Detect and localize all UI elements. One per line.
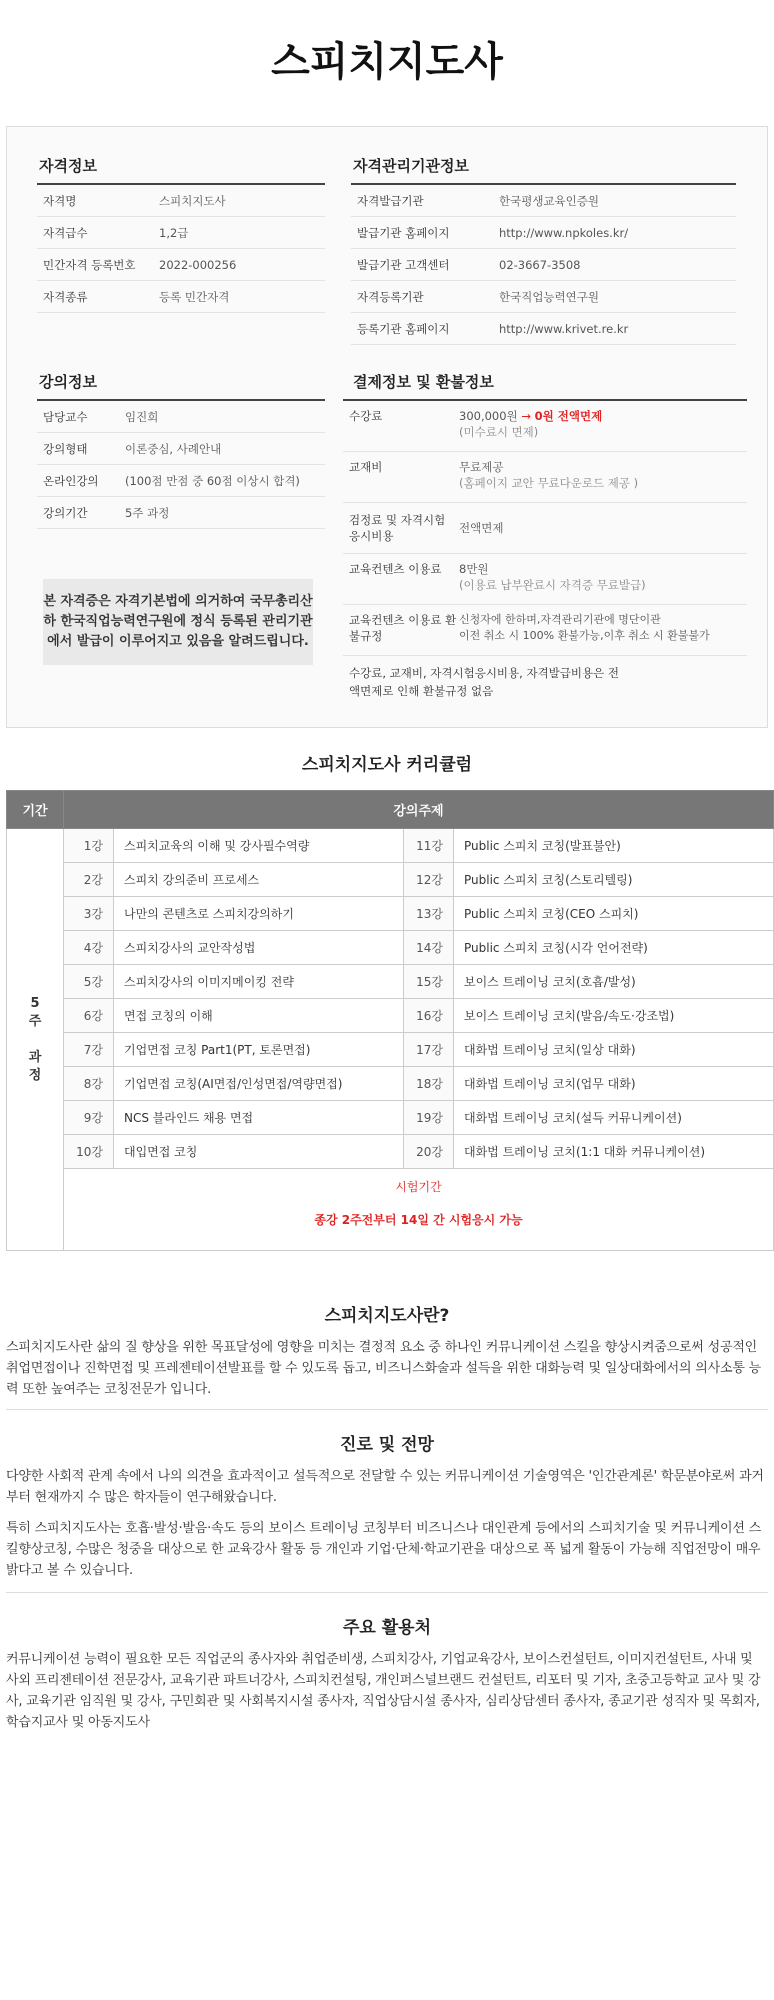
org-key: 발급기관 홈페이지 — [351, 217, 493, 249]
content-value — [459, 561, 747, 597]
period-cell — [7, 829, 64, 1251]
table-row — [7, 829, 774, 863]
lesson-number: 14강 — [404, 931, 454, 965]
org-value: 한국평생교육인증원 — [493, 185, 736, 217]
lesson-title: Public 스피치 코칭(발표불안) — [454, 829, 774, 863]
lesson-title: 보이스 트레이닝 코치(호흡/발성) — [454, 965, 774, 999]
lesson-number: 18강 — [404, 1067, 454, 1101]
lecture-key: 강의형태 — [37, 433, 119, 465]
lesson-title: NCS 블라인드 채용 면접 — [114, 1101, 404, 1135]
refund-row — [343, 605, 747, 656]
lesson-title: Public 스피치 코칭(스토리텔링) — [454, 863, 774, 897]
section-divider — [6, 1409, 768, 1410]
section-divider — [6, 1592, 768, 1593]
career-paragraph-1: 다양한 사회적 관계 속에서 나의 의견을 효과적이고 설득적으로 전달할 수 있는 커뮤니케이션 기술영역은 '인간관계론' 학문분야로써 과거부터 현재까지 수 많은 학자들이 연구해왔습니다. — [6, 1469, 764, 1505]
exam-period-row — [7, 1169, 774, 1251]
exam-period-note: 종강 2주전부터 14일 간 시험응시 가능 — [314, 1213, 523, 1227]
table-row — [351, 185, 736, 217]
lesson-number: 12강 — [404, 863, 454, 897]
lesson-title: 나만의 콘텐츠로 스피치강의하기 — [114, 897, 404, 931]
lesson-title: Public 스피치 코칭(CEO 스피치) — [454, 897, 774, 931]
lesson-number: 7강 — [64, 1033, 114, 1067]
period-course-1: 과 — [28, 1049, 42, 1065]
table-row — [351, 313, 736, 345]
exam-period-cell — [64, 1169, 774, 1251]
fee-row — [343, 401, 747, 452]
org-key: 발급기관 고객센터 — [351, 249, 493, 281]
lecture-value: 5주 과정 — [119, 497, 325, 529]
period-weeks: 5 — [30, 995, 40, 1011]
career-paragraph-2: 특히 스피치지도사는 호흡·발성·발음·속도 등의 보이스 트레이닝 코칭부터 비즈니스나 대인관계 등에서의 스피치기술 및 커뮤니케이션 스킬향상코칭, 수많은 청중을 대상으로 한 교육강사 활동 등 개인과 기업·단체·학교기관을 대상으로 폭 넓게 활동이 가능해 직업전망이 매우 밝다고 볼 수 있습니다. — [6, 1521, 761, 1578]
lesson-number: 10강 — [64, 1135, 114, 1169]
usage-body: 커뮤니케이션 능력이 필요한 모든 직업군의 종사자와 취업준비생, 스피치강사, 기업교육강사, 보이스컨설턴트, 이미지컨설턴트, 사내 및 사외 프리젠테이션 전문강사, 교육기관 파트너강사, 스피치컨설팅, 개인퍼스널브랜드 컨설턴트, 리포터 및 기자, 초중고등학교 교사 및 강사, 교육기관 임직원 및 강사, 구민회관 및 사회복지시설 종사자, 직업상담시설 종사자, 심리상담센터 종사자, 종교기관 성직자 및 목회자, 학습지교사 및 아동지도사 — [6, 1652, 761, 1730]
table-row — [37, 433, 325, 465]
exam-period-label: 시험기간 — [395, 1180, 442, 1194]
lesson-number: 2강 — [64, 863, 114, 897]
table-row — [7, 1033, 774, 1067]
pay-heading: 결제정보 및 환불정보 — [353, 373, 494, 391]
table-row — [37, 281, 325, 313]
lesson-number: 20강 — [404, 1135, 454, 1169]
table-row — [7, 863, 774, 897]
table-row — [37, 217, 325, 249]
refund-line-2: 이전 취소 시 100% 환불가능,이후 취소 시 환불불가 — [459, 629, 710, 642]
content-key: 교육컨텐츠 이용료 — [349, 562, 442, 576]
table-row — [37, 249, 325, 281]
fee-key: 수강료 — [349, 409, 383, 423]
org-homepage-link[interactable]: http://www.npkoles.kr/ — [493, 217, 736, 249]
period-unit: 주 — [28, 1013, 42, 1029]
fee-amount: 300,000원 — [459, 409, 518, 423]
lecture-value: (100점 만점 중 60점 이상시 합격) — [119, 465, 325, 497]
lesson-number: 16강 — [404, 999, 454, 1033]
lesson-title: 대화법 트레이닝 코치(1:1 대화 커뮤니케이션) — [454, 1135, 774, 1169]
content-row — [343, 554, 747, 605]
fee-free: 0원 전액면제 — [534, 409, 603, 423]
book-note: (홈페이지 교안 무료다운로드 제공 ) — [459, 476, 639, 490]
lesson-title: 대화법 트레이닝 코치(설득 커뮤니케이션) — [454, 1101, 774, 1135]
lecture-value: 임진희 — [119, 401, 325, 433]
lesson-title: 스피치교육의 이해 및 강사필수역량 — [114, 829, 404, 863]
qual-table — [37, 185, 325, 313]
curriculum-table — [6, 790, 774, 1251]
lesson-number: 5강 — [64, 965, 114, 999]
usage-heading: 주요 활용처 — [342, 1618, 432, 1638]
qual-value: 스피치지도사 — [153, 185, 325, 217]
fee-note: (미수료시 면제) — [459, 425, 539, 439]
lecture-key: 담당교수 — [37, 401, 119, 433]
table-row — [7, 965, 774, 999]
org-value: 02-3667-3508 — [493, 249, 736, 281]
refund-value — [459, 612, 747, 648]
table-row — [37, 497, 325, 529]
qual-key: 자격명 — [37, 185, 153, 217]
org-key: 등록기관 홈페이지 — [351, 313, 493, 345]
qual-value: 등록 민간자격 — [153, 281, 325, 313]
lesson-title: 스피치강사의 교안작성법 — [114, 931, 404, 965]
lecture-heading: 강의정보 — [39, 373, 97, 391]
lesson-title: Public 스피치 코칭(시각 언어전략) — [454, 931, 774, 965]
org-heading: 자격관리기관정보 — [353, 157, 469, 175]
lesson-number: 8강 — [64, 1067, 114, 1101]
registry-homepage-link[interactable]: http://www.krivet.re.kr — [493, 313, 736, 345]
exam-row — [343, 503, 747, 554]
table-row — [37, 185, 325, 217]
table-row — [7, 1135, 774, 1169]
table-row — [7, 931, 774, 965]
about-body: 스피치지도사란 삶의 질 향상을 위한 목표달성에 영향을 미치는 결정적 요소 중 하나인 커뮤니케이션 스킬을 향상시켜줌으로써 성공적인 취업면접이나 진학면접 및 프레젠테이션발표를 할 수 있도록 돕고, 비즈니스화술과 설득을 위한 대화능력 및 일상대화에서의 의사소통 능력 또한 높여주는 코칭전문가 입니다. — [6, 1340, 761, 1397]
table-row — [7, 1101, 774, 1135]
lesson-number: 15강 — [404, 965, 454, 999]
career-heading: 진로 및 전망 — [340, 1435, 434, 1455]
lesson-number: 19강 — [404, 1101, 454, 1135]
lesson-title: 대입면접 코칭 — [114, 1135, 404, 1169]
lecture-key: 강의기간 — [37, 497, 119, 529]
col-period: 기간 — [7, 791, 64, 829]
qual-value: 2022-000256 — [153, 249, 325, 281]
book-value — [459, 459, 747, 495]
table-row — [7, 1067, 774, 1101]
table-row — [37, 401, 325, 433]
exam-value: 전액면제 — [459, 521, 504, 535]
certification-notice: 본 자격증은 자격기본법에 의거하여 국무총리산하 한국직업능력연구원에 정식 등록된 관리기관에서 발급이 이루어지고 있음을 알려드립니다. — [43, 579, 313, 665]
qual-key: 자격종류 — [37, 281, 153, 313]
lesson-title: 스피치 강의준비 프로세스 — [114, 863, 404, 897]
curriculum-heading: 스피치지도사 커리큘럼 — [301, 755, 473, 775]
exam-key: 검정료 및 자격시험 응시비용 — [349, 513, 446, 543]
lesson-title: 대화법 트레이닝 코치(업무 대화) — [454, 1067, 774, 1101]
lesson-title: 대화법 트레이닝 코치(일상 대화) — [454, 1033, 774, 1067]
pay-list — [343, 401, 747, 708]
lesson-title: 스피치강사의 이미지메이킹 전략 — [114, 965, 404, 999]
lesson-number: 9강 — [64, 1101, 114, 1135]
table-row — [351, 217, 736, 249]
info-box — [6, 126, 768, 728]
arrow-icon: → — [521, 409, 531, 423]
book-row — [343, 452, 747, 503]
lecture-value: 이론중심, 사례안내 — [119, 433, 325, 465]
content-note: (이용료 납부완료시 자격증 무료발급) — [459, 578, 646, 592]
col-topic: 강의주제 — [64, 791, 774, 829]
lesson-title: 면접 코칭의 이해 — [114, 999, 404, 1033]
lesson-number: 17강 — [404, 1033, 454, 1067]
pay-footnote: 수강료, 교재비, 자격시험응시비용, 자격발급비용은 전액면제로 인해 환불규정 없음 — [349, 666, 619, 698]
lecture-table — [37, 401, 325, 529]
lesson-title: 기업면접 코칭(AI면접/인성면접/역량면접) — [114, 1067, 404, 1101]
lesson-number: 13강 — [404, 897, 454, 931]
org-key: 자격발급기관 — [351, 185, 493, 217]
lesson-number: 4강 — [64, 931, 114, 965]
lesson-number: 3강 — [64, 897, 114, 931]
table-row — [7, 999, 774, 1033]
qual-key: 민간자격 등록번호 — [37, 249, 153, 281]
book-amount: 무료제공 — [459, 460, 504, 474]
org-key: 자격등록기관 — [351, 281, 493, 313]
lesson-title: 기업면접 코칭 Part1(PT, 토론면접) — [114, 1033, 404, 1067]
book-key: 교재비 — [349, 460, 383, 474]
about-heading: 스피치지도사란? — [324, 1306, 450, 1326]
lesson-number: 11강 — [404, 829, 454, 863]
lesson-number: 1강 — [64, 829, 114, 863]
table-row — [37, 465, 325, 497]
period-course-2: 정 — [28, 1067, 42, 1083]
qual-key: 자격급수 — [37, 217, 153, 249]
refund-key: 교육컨텐츠 이용료 환불규정 — [349, 613, 457, 643]
table-row — [351, 281, 736, 313]
fee-value — [459, 408, 747, 444]
qual-heading: 자격정보 — [39, 157, 97, 175]
content-amount: 8만원 — [459, 562, 489, 576]
table-row — [7, 897, 774, 931]
refund-line-1: 신청자에 한하며,자격관리기관에 명단이관 — [459, 613, 661, 626]
qual-value: 1,2급 — [153, 217, 325, 249]
org-value: 한국직업능력연구원 — [493, 281, 736, 313]
table-row — [351, 249, 736, 281]
lecture-key: 온라인강의 — [37, 465, 119, 497]
page-title: 스피치지도사 — [271, 39, 503, 85]
lesson-title: 보이스 트레이닝 코치(발음/속도·강조법) — [454, 999, 774, 1033]
curriculum-header-row — [7, 791, 774, 829]
org-table — [351, 185, 736, 345]
lesson-number: 6강 — [64, 999, 114, 1033]
